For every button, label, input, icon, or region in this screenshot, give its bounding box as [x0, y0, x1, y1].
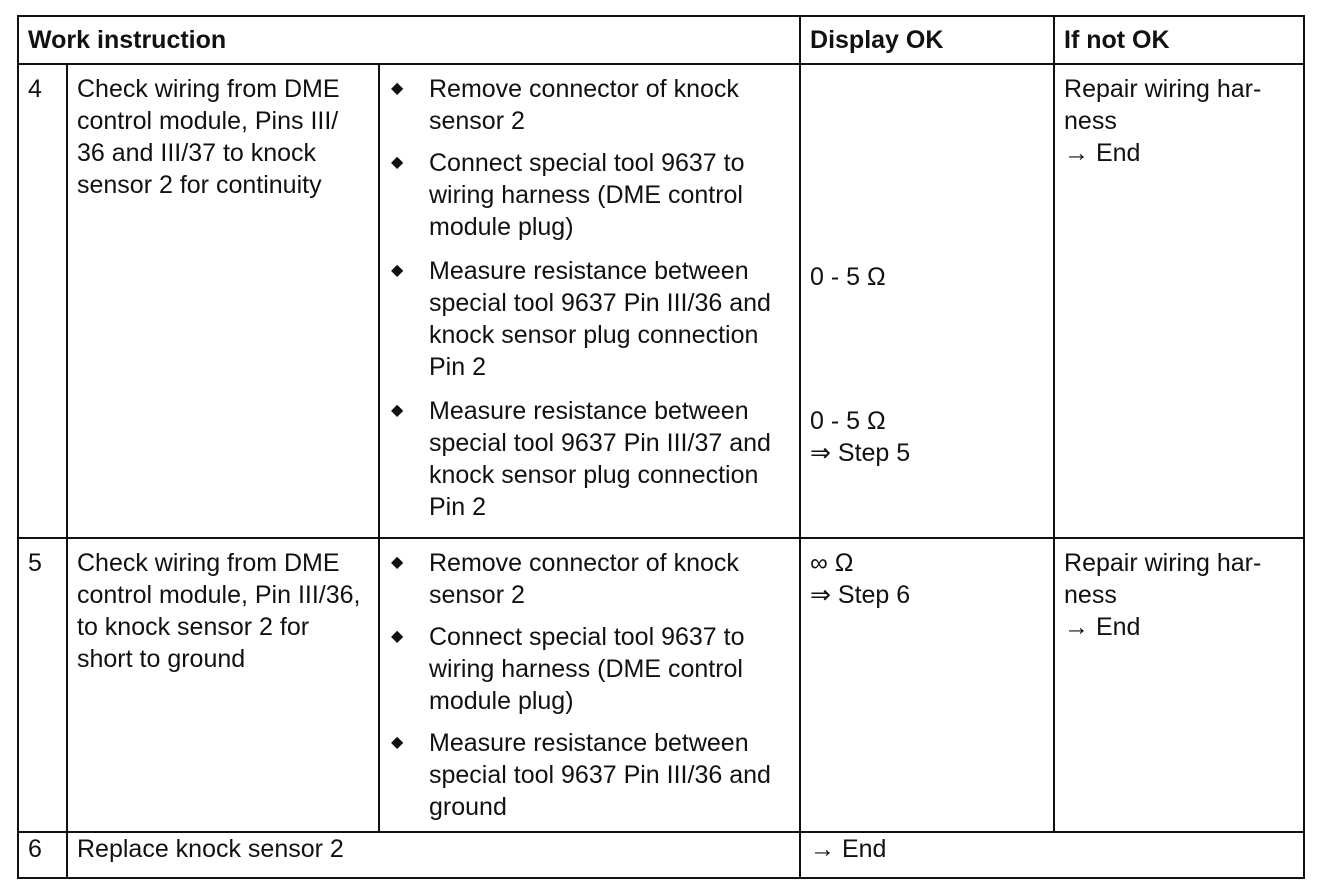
table-row-step-4 — [18, 64, 1304, 538]
diamond-bullet-icon: ◆ — [391, 734, 404, 751]
action-item: ◆ Measure resistance between special tool 9637 Pin III/36 and knock sensor plug connection Pin 2 — [391, 257, 771, 381]
diamond-bullet-icon: ◆ — [391, 402, 404, 419]
step-description — [67, 64, 379, 538]
header-work-instruction: Work instruction — [18, 16, 800, 64]
display-value: ∞ Ω — [810, 549, 854, 577]
step-number: 5 — [18, 538, 67, 832]
action-item: ◆ Connect special tool 9637 to wiring harness (DME control module plug) — [391, 149, 745, 241]
table-header-row — [18, 16, 1304, 64]
diamond-bullet-icon: ◆ — [391, 554, 404, 571]
display-ok-cell: → End — [800, 832, 1304, 878]
diamond-bullet-icon: ◆ — [391, 628, 404, 645]
header-if-not-ok: If not OK — [1054, 16, 1304, 64]
step-description: Check wiring from DME control module, Pin III/36, to knock sensor 2 for short to ground — [67, 538, 379, 832]
table-row-step-5 — [18, 538, 1304, 832]
display-value: ⇒ Step 6 — [810, 581, 911, 609]
description-line: Check wiring from DME — [77, 75, 340, 103]
action-item: ◆ Measure resistance between special tool 9637 Pin III/36 and ground — [391, 729, 771, 821]
action-list-cell — [379, 538, 800, 832]
action-item: ◆ Remove connector of knock sensor 2 — [391, 549, 739, 609]
description-line: control module, Pins III/ — [77, 107, 339, 135]
description-line: sensor 2 for continuity — [77, 171, 322, 199]
action-item: ◆ Measure resistance between special tool 9637 Pin III/37 and knock sensor plug connection Pin 2 — [391, 397, 771, 521]
step-description: Replace knock sensor 2 — [67, 832, 800, 878]
step-number: 6 — [18, 832, 67, 878]
if-not-ok-cell: Repair wiring har- ness → End — [1054, 538, 1304, 832]
action-list-cell — [379, 64, 800, 538]
display-ok-cell — [800, 538, 1054, 832]
action-item: ◆ Connect special tool 9637 to wiring harness (DME control module plug) — [391, 623, 745, 715]
diamond-bullet-icon: ◆ — [391, 262, 404, 279]
description-line: 36 and III/37 to knock — [77, 139, 317, 167]
step-number: 4 — [18, 64, 67, 538]
display-value: 0 - 5 Ω — [810, 407, 886, 435]
work-instruction-table — [17, 15, 1305, 879]
diamond-bullet-icon: ◆ — [391, 154, 404, 171]
display-value: ⇒ Step 5 — [810, 439, 911, 467]
diamond-bullet-icon: ◆ — [391, 80, 404, 97]
action-item: ◆ Remove connector of knock sensor 2 — [391, 75, 739, 135]
display-ok-cell — [800, 64, 1054, 538]
table-row-step-6 — [18, 832, 1304, 878]
display-value: 0 - 5 Ω — [810, 263, 886, 291]
if-not-ok-cell: Repair wiring har- ness → End — [1054, 64, 1304, 538]
header-display-ok: Display OK — [800, 16, 1054, 64]
action-list — [389, 547, 790, 823]
action-list — [389, 73, 790, 523]
